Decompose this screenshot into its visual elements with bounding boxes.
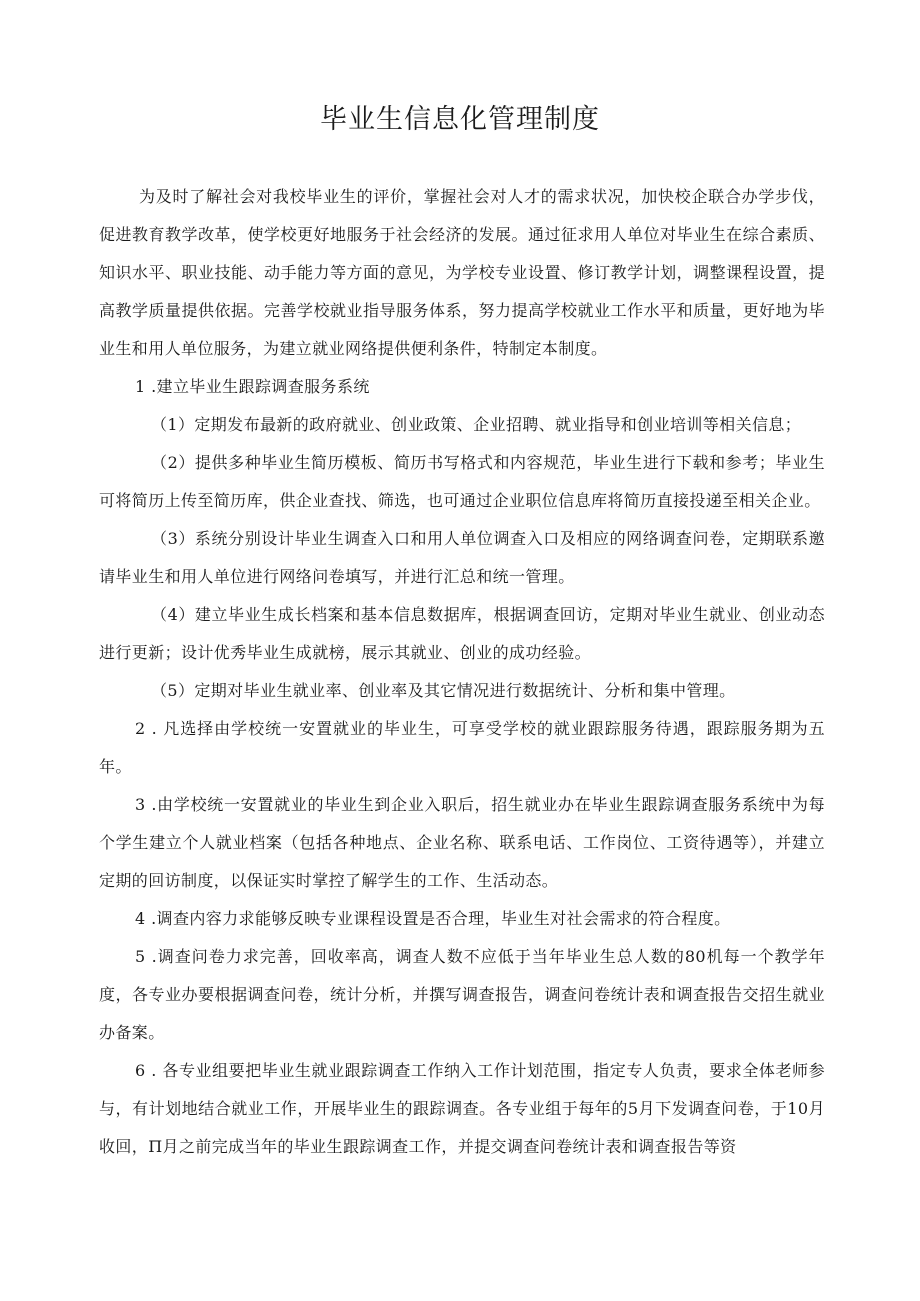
section-3-paragraph: 3 .由学校统一安置就业的毕业生到企业入职后，招生就业办在毕业生跟踪调查服务系统中为每个学生建立个人就业档案（包括各种地点、企业名称、联系电话、工作岗位、工资待遇等），并建立定期的回访制度，以保证实时掌控了解学生的工作、生活动态。 [99, 795, 825, 890]
section-1-item-3: （3）系统分别设计毕业生调查入口和用人单位调查入口及相应的网络调查问卷，定期联系邀请毕业生和用人单位进行网络问卷填写，并进行汇总和统一管理。 [99, 529, 825, 586]
section-1-item-4: （4）建立毕业生成长档案和基本信息数据库，根据调查回访，定期对毕业生就业、创业动态进行更新；设计优秀毕业生成就榜，展示其就业、创业的成功经验。 [99, 605, 825, 662]
section-5-paragraph: 5 .调查问卷力求完善，回收率高，调查人数不应低于当年毕业生总人数的80机每一个教学年度，各专业办要根据调查问卷，统计分析，并撰写调查报告，调查问卷统计表和调查报告交招生就业办备案。 [99, 947, 825, 1042]
section-2-paragraph: 2 . 凡选择由学校统一安置就业的毕业生，可享受学校的就业跟踪服务待遇，跟踪服务期为五年。 [99, 719, 825, 776]
intro-paragraph: 为及时了解社会对我校毕业生的评价，掌握社会对人才的需求状况，加快校企联合办学步伐，促进教育教学改革，使学校更好地服务于社会经济的发展。通过征求用人单位对毕业生在综合素质、知识水平、职业技能、动手能力等方面的意见，为学校专业设置、修订教学计划，调整课程设置，提高教学质量提供依据。完善学校就业指导服务体系，努力提高学校就业工作水平和质量，更好地为毕业生和用人单位服务，为建立就业网络提供便利条件，特制定本制度。 [99, 187, 825, 358]
document-title: 毕业生信息化管理制度 [320, 104, 600, 135]
section-1-item-1: （1）定期发布最新的政府就业、创业政策、企业招聘、就业指导和创业培训等相关信息； [151, 415, 802, 434]
section-4-paragraph: 4 .调查内容力求能够反映专业课程设置是否合理，毕业生对社会需求的符合程度。 [135, 909, 731, 928]
document-body [99, 178, 825, 1166]
section-1-heading: 1 .建立毕业生跟踪调查服务系统 [135, 377, 370, 396]
section-1-item-2: （2）提供多种毕业生简历模板、简历书写格式和内容规范，毕业生进行下载和参考；毕业生可将简历上传至简历库，供企业查找、筛选，也可通过企业职位信息库将简历直接投递至相关企业。 [99, 453, 825, 510]
section-6-paragraph: 6 . 各专业组要把毕业生就业跟踪调查工作纳入工作计划范围，指定专人负责，要求全体老师参与，有计划地结合就业工作，开展毕业生的跟踪调查。各专业组于每年的5月下发调查问卷，于10月收回，Π月之前完成当年的毕业生跟踪调查工作，并提交调查问卷统计表和调查报告等资 [99, 1061, 825, 1156]
section-1-item-5: （5）定期对毕业生就业率、创业率及其它情况进行数据统计、分析和集中管理。 [151, 681, 736, 700]
